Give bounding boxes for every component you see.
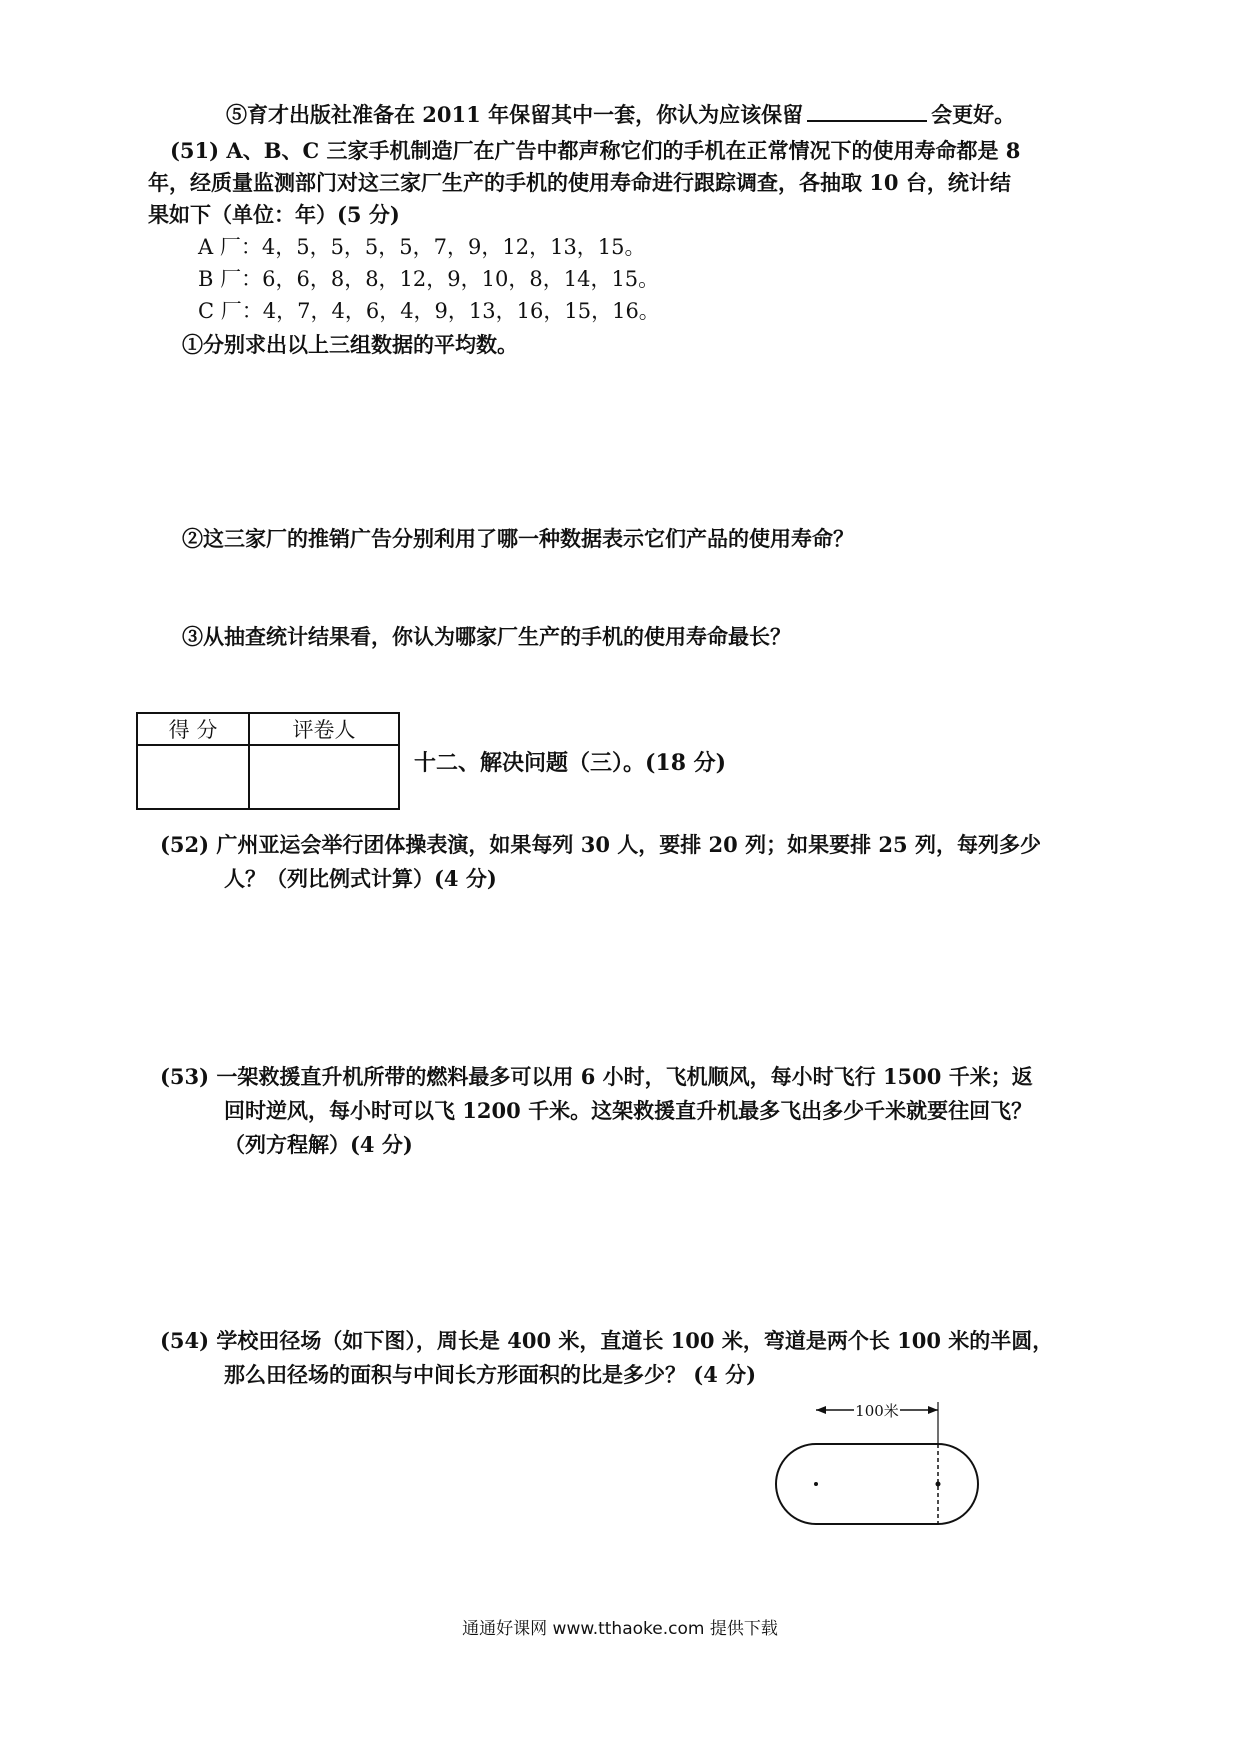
q53-line2: 回时逆风，每小时可以飞 1200 千米。这架救援直升机最多飞出多少千米就要往回飞？ [224, 1098, 1033, 1123]
score-header: 得 分 [137, 713, 249, 745]
dimension-label: 100米 [855, 1402, 899, 1420]
factory-values: 6，6，8，8，12，9，10，8，14，15。 [262, 267, 660, 291]
right-center-dot [936, 1482, 941, 1487]
q50-item5-text: ⑤育才出版社准备在 2011 年保留其中一套，你认为应该保留 [226, 102, 804, 127]
q51-line1: (51) A、B、C 三家手机制造厂在广告中都声称它们的手机在正常情况下的使用寿命都是 8 [170, 138, 1021, 163]
factory-label: C 厂： [198, 299, 263, 323]
q51-sub2: ②这三家厂的推销广告分别利用了哪一种数据表示它们产品的使用寿命？ [182, 526, 854, 551]
q53-line3: （列方程解）(4 分) [224, 1132, 413, 1157]
q51-sub1: ①分别求出以上三组数据的平均数。 [182, 332, 518, 357]
q51-line3: 果如下（单位：年）(5 分) [148, 202, 400, 227]
track-outline [776, 1444, 978, 1524]
factory-b-row [198, 264, 659, 294]
score-cell [137, 745, 249, 809]
q54-line1: (54) 学校田径场（如下图），周长是 400 米，直道长 100 米，弯道是两个长 100 米的半圆， [160, 1328, 1054, 1353]
grader-cell [249, 745, 399, 809]
factory-values: 4，5，5，5，5，7，9，12，13，15。 [261, 235, 646, 259]
q51-sub3: ③从抽查统计结果看，你认为哪家厂生产的手机的使用寿命最长？ [182, 624, 791, 649]
factory-c-row [198, 296, 660, 326]
arrow-right [928, 1406, 938, 1414]
factory-label: A 厂： [198, 235, 262, 259]
q50-item5 [226, 100, 1015, 130]
q51-line2: 年，经质量监测部门对这三家厂生产的手机的使用寿命进行跟踪调查，各抽取 10 台，统计结 [148, 170, 1011, 195]
track-svg [768, 1390, 988, 1530]
section-12-title: 十二、解决问题（三）。(18 分) [414, 750, 727, 776]
answer-blank [807, 100, 927, 122]
q53-line1: (53) 一架救援直升机所带的燃料最多可以用 6 小时，飞机顺风，每小时飞行 1500 千米；返 [160, 1064, 1033, 1089]
arrow-left [816, 1406, 826, 1414]
left-center-dot [814, 1482, 818, 1486]
q50-item5-suffix: 会更好。 [931, 102, 1016, 127]
score-table [136, 712, 400, 810]
q52-line2: 人？（列比例式计算）(4 分) [224, 866, 497, 891]
q52-line1: (52) 广州亚运会举行团体操表演，如果每列 30 人，要排 20 列；如果要排 25 列，每列多少 [160, 832, 1041, 857]
factory-values: 4，7，4，6，4，9，13，16，15，16。 [262, 299, 660, 323]
track-diagram [768, 1390, 988, 1534]
footer: 通通好课网 www.tthaoke.com 提供下载 [462, 1619, 778, 1639]
factory-label: B 厂： [198, 267, 263, 291]
q54-line2: 那么田径场的面积与中间长方形面积的比是多少？ (4 分) [224, 1362, 757, 1387]
grader-header: 评卷人 [249, 713, 399, 745]
factory-a-row [198, 232, 646, 262]
